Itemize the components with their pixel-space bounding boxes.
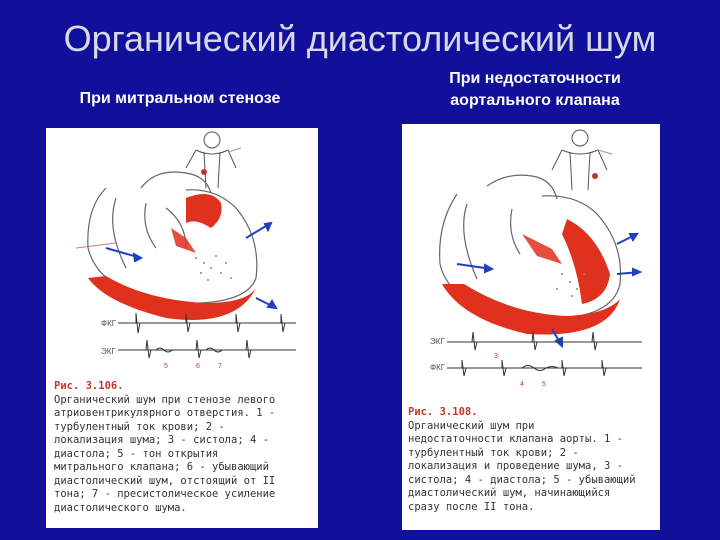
mitral-stenosis-heart-illustration bbox=[46, 128, 318, 378]
svg-text:4: 4 bbox=[520, 381, 524, 388]
svg-text:3: 3 bbox=[494, 353, 498, 360]
right-heading: При недостаточности аортального клапана bbox=[449, 70, 621, 109]
left-figure-caption bbox=[54, 380, 312, 515]
right-figure-caption bbox=[408, 406, 658, 514]
left-figure-panel bbox=[46, 128, 318, 528]
left-heading: При митральном стенозе bbox=[79, 90, 281, 107]
svg-text:6: 6 bbox=[196, 363, 200, 370]
ekg-label-right: ЭКГ bbox=[430, 337, 445, 346]
right-figure-panel bbox=[402, 124, 660, 530]
fkg-label: ФКГ bbox=[101, 319, 117, 328]
slide-title: Органический диастолический шум bbox=[63, 18, 657, 59]
fkg-label-right: ФКГ bbox=[430, 363, 446, 372]
right-caption-body: Органический шум при недостаточности клапана аорты. 1 - турбулентный ток крови; 2 - локализация и проведение шума, 3 - систола; 4 - диастола; 5 - убывающий диастолический шум, начинающийся сразу после II тона. bbox=[408, 419, 636, 513]
ekg-label: ЭКГ bbox=[101, 347, 116, 356]
svg-text:5: 5 bbox=[542, 381, 546, 388]
svg-text:5: 5 bbox=[164, 363, 168, 370]
left-caption-body: Органический шум при стенозе левого атриовентрикулярного отверстия. 1 - турбулентный ток крови; 2 - локализация шума; 3 - систола; 4 - диастола; 5 - тон открытия митрального клапана; 6 - убывающий диастолический шум, отстоящий от II тона; 7 - пресистолическое усиление диастолического шума. bbox=[54, 393, 276, 514]
left-caption-title: Рис. 3.106. bbox=[54, 380, 124, 392]
aortic-insufficiency-heart-illustration bbox=[402, 124, 660, 404]
svg-text:7: 7 bbox=[218, 363, 222, 370]
right-caption-title: Рис. 3.108. bbox=[408, 406, 478, 418]
